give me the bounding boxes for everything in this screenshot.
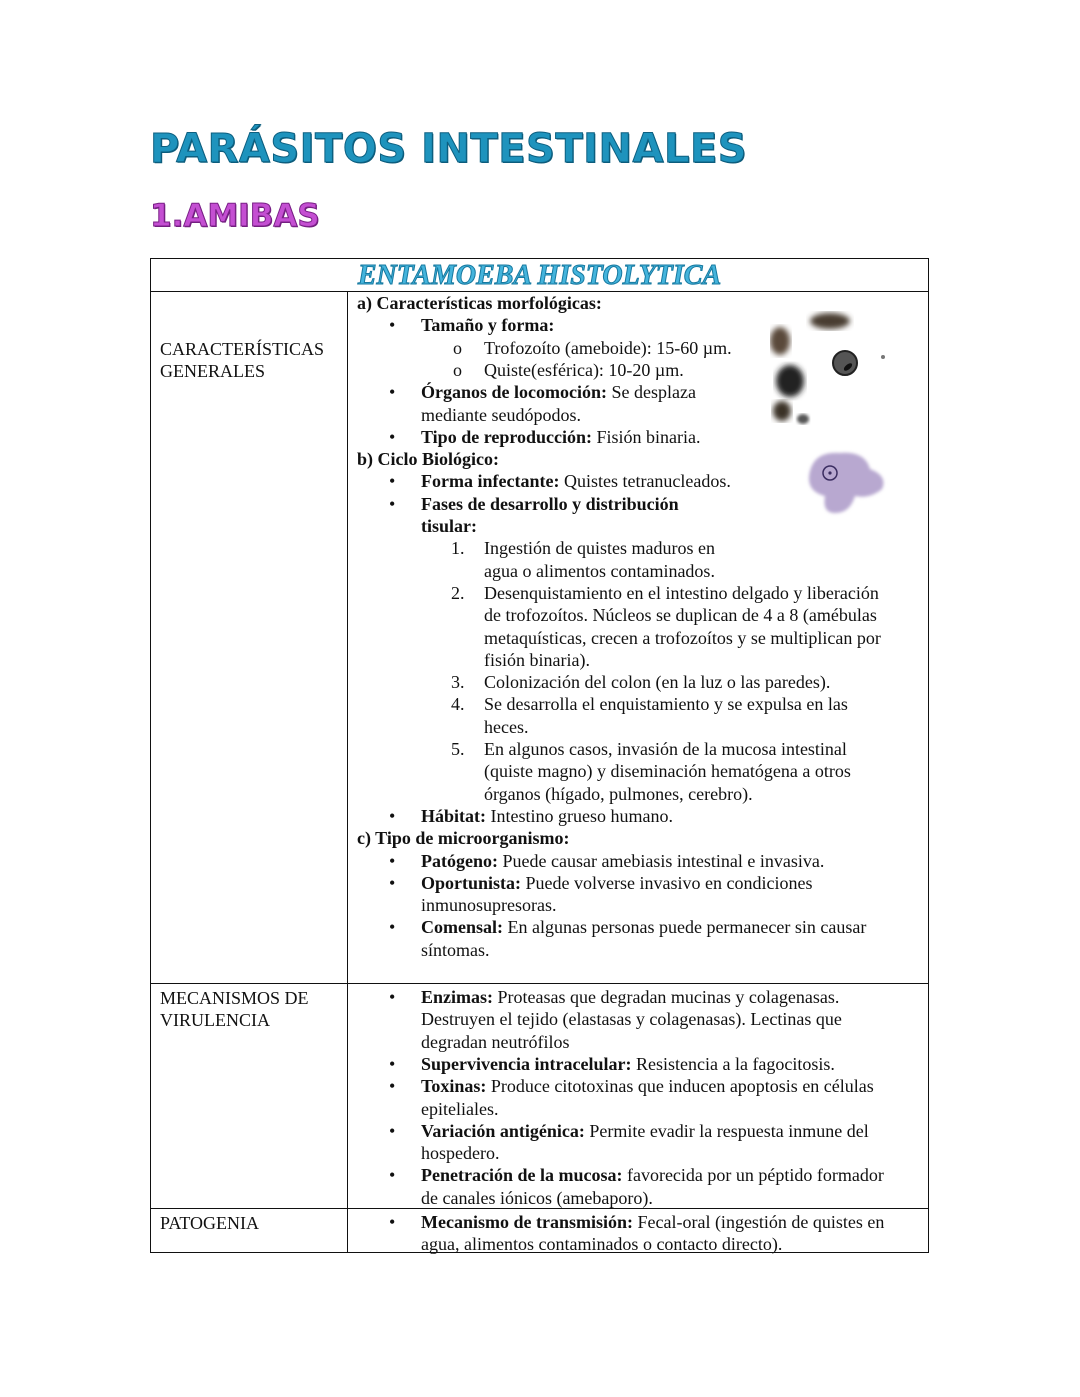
line-text: Destruyen el tejido (elastasas y colagenasas). Lectinas que [421, 1009, 842, 1030]
list-number: 4. [451, 694, 465, 715]
bold-term: Hábitat: [421, 805, 486, 826]
content-line [421, 850, 824, 872]
bold-term: Tamaño y forma: [421, 315, 555, 336]
line-text: Proteasas que degradan mucinas y colagenasas. [493, 987, 840, 1007]
content-line [421, 1211, 884, 1233]
content-line [421, 1098, 498, 1120]
list-number: 5. [451, 739, 465, 759]
content-line [421, 314, 554, 336]
line-text: Produce citotoxinas que inducen apoptosis en células [486, 1076, 874, 1097]
bullet-icon: • [389, 471, 396, 492]
line-text: inmunosupresoras. [421, 895, 557, 916]
content-line [484, 649, 590, 671]
line-text: Colonización del colon (en la luz o las paredes). [484, 672, 831, 693]
bold-term: b) Ciclo Biológico: [357, 449, 499, 470]
bold-term: Penetración de la mucosa: [421, 1165, 623, 1186]
section-heading: 1.AMIBAS [150, 198, 320, 234]
content-line [421, 916, 866, 938]
row-label: GENERALES [160, 361, 265, 381]
bullet-icon: • [389, 872, 396, 893]
content-line [421, 1164, 884, 1186]
line-text: En algunos casos, invasión de la mucosa intestinal [484, 739, 847, 759]
content-line [421, 1142, 499, 1164]
bullet-icon: • [389, 1053, 396, 1074]
bullet-icon: • [389, 1120, 396, 1141]
line-text: mediante seudópodos. [421, 404, 581, 425]
line-text: Se desarrolla el enquistamiento y se expulsa en las [484, 694, 848, 715]
line-text: Quistes tetranucleados. [559, 471, 731, 492]
bullet-icon: • [389, 315, 396, 336]
content-line [484, 337, 732, 359]
bullet-icon: • [389, 1165, 396, 1186]
content-line [484, 359, 684, 381]
line-text: En algunas personas puede permanecer sin causar [503, 917, 867, 938]
content-line [421, 872, 812, 894]
content-line [421, 1233, 782, 1255]
bold-term: Patógeno: [421, 850, 498, 871]
line-text: metaquísticas, crecen a trofozoítos y se multiplican por [484, 627, 881, 648]
line-text: Ingestión de quistes maduros en [484, 538, 715, 559]
row-label: MECANISMOS DE [160, 988, 309, 1008]
content-line [484, 760, 851, 782]
bullet-icon: • [389, 987, 396, 1007]
content-line [357, 292, 602, 314]
content-line [484, 627, 881, 649]
bold-term: Forma infectante: [421, 471, 560, 492]
bold-term: a) Características morfológicas: [357, 293, 602, 313]
line-text: síntomas. [421, 939, 490, 960]
line-text: Se desplaza [607, 382, 696, 403]
bold-term: Variación antigénica: [421, 1120, 585, 1141]
bold-term: tisular: [421, 516, 477, 536]
bold-term: Toxinas: [421, 1076, 487, 1097]
line-text: Fecal-oral (ingestión de quistes en [632, 1212, 885, 1232]
content-line [421, 404, 581, 426]
line-text: Resistencia a la fagocitosis. [631, 1053, 835, 1074]
content-line [421, 1053, 835, 1075]
row-divider [151, 983, 928, 984]
content-line [421, 1008, 842, 1030]
content-line [484, 783, 753, 805]
line-text: hospedero. [421, 1143, 500, 1164]
content-line [421, 894, 556, 916]
content-line [421, 493, 679, 515]
row-label: PATOGENIA [160, 1213, 260, 1233]
row-label: VIRULENCIA [160, 1010, 270, 1030]
bullet-icon: • [389, 805, 396, 826]
table-header-title: ENTAMOEBA HISTOLYTICA [357, 260, 722, 291]
bold-term: Oportunista: [421, 872, 522, 893]
line-text: de canales iónicos (amebaporo). [421, 1187, 653, 1208]
bold-term: Fases de desarrollo y distribución [421, 493, 679, 514]
line-text: epiteliales. [421, 1098, 499, 1119]
content-line [484, 716, 528, 738]
line-text: Trofozoíto (ameboide): 15-60 µm. [484, 337, 732, 358]
content-line [421, 805, 673, 827]
content-line [484, 604, 877, 626]
content-line [421, 470, 731, 492]
bold-term: Mecanismo de transmisión: [421, 1212, 633, 1232]
bold-term: Comensal: [421, 917, 503, 938]
bold-term: Órganos de locomoción: [421, 382, 607, 403]
line-text: Fisión binaria. [592, 426, 701, 447]
line-text: fisión binaria). [484, 649, 590, 670]
content-line [357, 827, 570, 849]
bold-term: Enzimas: [421, 987, 493, 1007]
content-line [421, 426, 701, 448]
line-text: heces. [484, 716, 529, 737]
parasite-table [150, 258, 929, 1253]
column-divider [347, 291, 348, 1252]
content-line [421, 1031, 569, 1053]
content-line [484, 560, 715, 582]
bullet-icon: • [389, 1212, 396, 1232]
line-text: (quiste magno) y diseminación hematógena a otros [484, 761, 851, 782]
content-line [484, 671, 830, 693]
line-text: agua o alimentos contaminados. [484, 560, 715, 581]
sub-bullet-icon: o [453, 337, 462, 358]
content-line [484, 693, 848, 715]
content-line [421, 939, 490, 961]
list-number: 1. [451, 538, 465, 559]
line-text: Puede causar amebiasis intestinal e invasiva. [497, 850, 825, 871]
bullet-icon: • [389, 917, 396, 938]
content-line [421, 1075, 874, 1097]
line-text: agua, alimentos contaminados o contacto directo). [421, 1234, 783, 1255]
sub-bullet-icon: o [453, 359, 462, 380]
content-line [421, 986, 839, 1008]
line-text: Permite evadir la respuesta inmune del [584, 1120, 869, 1141]
content-line [421, 381, 696, 403]
bullet-icon: • [389, 1076, 396, 1097]
line-text: Desenquistamiento en el intestino delgado y liberación [484, 582, 879, 603]
list-number: 2. [451, 582, 465, 603]
page-title: PARÁSITOS INTESTINALES [150, 126, 748, 172]
bold-term: Tipo de reproducción: [421, 426, 593, 447]
bold-term: Supervivencia intracelular: [421, 1053, 632, 1074]
line-text: de trofozoítos. Núcleos se duplican de 4 a 8 (amébulas [484, 605, 877, 626]
line-text: Quiste(esférica): 10-20 µm. [484, 359, 684, 380]
row-label: CARACTERÍSTICAS [160, 339, 325, 359]
content-line [357, 448, 499, 470]
bullet-icon: • [389, 493, 396, 514]
microscope-image-entamoeba [770, 301, 892, 546]
line-text: degradan neutrófilos [421, 1031, 570, 1052]
bullet-icon: • [389, 850, 396, 871]
content-line [484, 582, 879, 604]
list-number: 3. [451, 672, 465, 693]
content-line [484, 537, 715, 559]
content-line [421, 1120, 869, 1142]
content-line [421, 1187, 653, 1209]
content-line [484, 738, 847, 760]
line-text: Puede volverse invasivo en condiciones [521, 872, 813, 893]
content-line [421, 515, 477, 537]
bullet-icon: • [389, 382, 396, 403]
line-text: favorecida por un péptido formador [622, 1165, 884, 1186]
line-text: órganos (hígado, pulmones, cerebro). [484, 783, 753, 804]
bold-term: c) Tipo de microorganismo: [357, 828, 570, 849]
line-text: Intestino grueso humano. [486, 805, 673, 826]
bullet-icon: • [389, 426, 396, 447]
